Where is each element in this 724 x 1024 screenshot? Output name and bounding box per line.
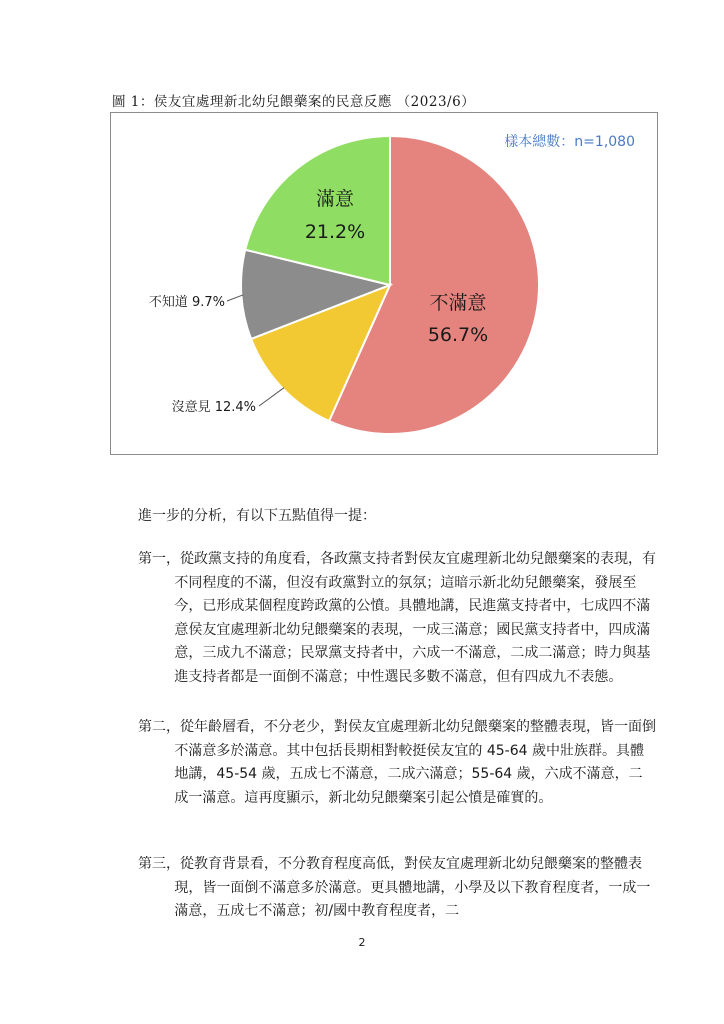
paragraph-1: 第一，從政黨支持的角度看，各政黨支持者對侯友宜處理新北幼兒餵藥案的表現，有不同程度的不滿，但沒有政黨對立的氛氛；這暗示新北幼兒餵藥案，發展至今，已形成某個程度跨政黨的公憤。具體地講，民進黨支持者中，七成四不滿意侯友宜處理新北幼兒餵藥案的表現，一成三滿意；國民黨支持者中，四成滿意，三成九不滿意；民眾黨支持者中，六成一不滿意，二成二滿意；時力與基進支持者都是一面倒不滿意；中性選民多數不滿意，但有四成九不表態。 (138, 551, 656, 685)
slice-label-noopinion: 沒意見 12.4% (171, 400, 256, 415)
leader-line-noopinion (259, 388, 284, 406)
slice-label-dissatisfied-value: 56.7% (427, 324, 489, 346)
slice-label-satisfied-name: 滿意 (315, 188, 355, 210)
figure-title: 圖 1：侯友宜處理新北幼兒餵藥案的民意反應 （2023/6） (112, 94, 476, 110)
pie-chart (111, 113, 659, 456)
intro-text: 進一步的分析，有以下五點值得一提： (138, 508, 376, 524)
slice-label-dissatisfied-name: 不滿意 (429, 292, 487, 314)
slice-label-satisfied-value: 21.2% (304, 221, 366, 243)
slice-label-dontknow: 不知道 9.7% (148, 295, 225, 310)
paragraph-2: 第二，從年齡層看，不分老少，對侯友宜處理新北幼兒餵藥案的整體表現，皆一面倒不滿意多於滿意。其中包括長期相對較挺侯友宜的 45-64 歲中壯族群。具體地講，45-54 歲，五成七不滿意，二成六滿意；55-64 歲，六成不滿意，二成一滿意。這再度顯示，新北幼兒餵藥案引起公憤是確實的。 (138, 719, 656, 806)
pie-chart-frame (110, 112, 658, 455)
paragraph-3: 第三，從教育背景看，不分教育程度高低，對侯友宜處理新北幼兒餵藥案的整體表現，皆一面倒不滿意多於滿意。更具體地講，小學及以下教育程度者，一成一滿意，五成七不滿意；初/國中教育程度者，二 (138, 856, 651, 919)
sample-size-label: 樣本總數：n=1,080 (504, 134, 635, 150)
page-number: 2 (358, 936, 366, 949)
